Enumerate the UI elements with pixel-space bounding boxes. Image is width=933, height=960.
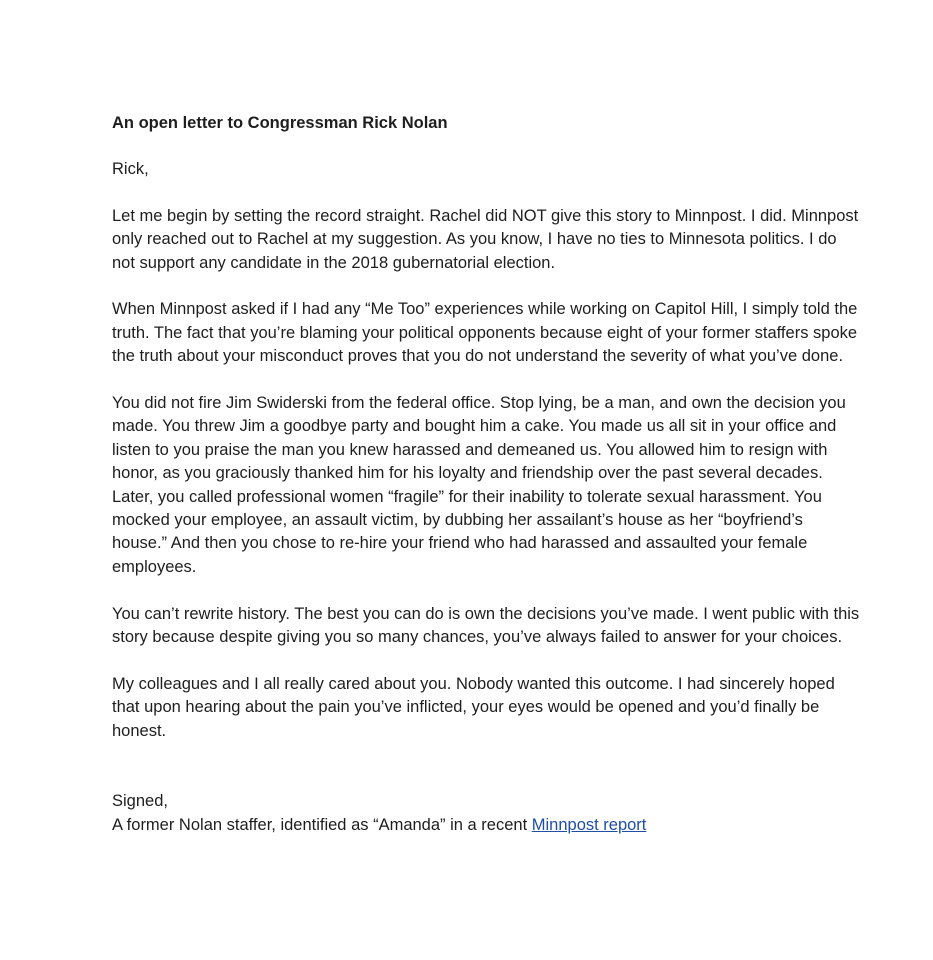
signed-label: Signed, (112, 792, 168, 811)
paragraph: When Minnpost asked if I had any “Me Too” experiences while working on Capitol Hill, I simply told the truth. The fact that you’re blaming your political opponents because eight of your former staffers spoke the truth about your misconduct proves that you do not understand the severity of what you’ve done. (112, 300, 858, 366)
paragraph: You did not fire Jim Swiderski from the federal office. Stop lying, be a man, and own the decision you made. You threw Jim a goodbye party and bought him a cake. You made us all sit in your office and listen to you praise the man you knew harassed and demeaned us. You allowed him to resign with honor, as you graciously thanked him for his loyalty and friendship over the past several decades. Later, you called professional women “fragile” for their inability to tolerate sexual harassment. You mocked your employee, an assault victim, by dubbing her assailant’s house as her “boyfriend’s house.” And then you chose to re-hire your friend who had harassed and assaulted your female employees. (112, 394, 846, 576)
paragraph: Let me begin by setting the record straight. Rachel did NOT give this story to Minnpost. I did. Minnpost only reached out to Rachel at my suggestion. As you know, I have no ties to Minnesota politics. I do not support any candidate in the 2018 gubernatorial election. (112, 206, 859, 272)
minnpost-report-link[interactable]: Minnpost report (531, 815, 647, 834)
paragraph: You can’t rewrite history. The best you can do is own the decisions you’ve made. I went public with this story because despite giving you so many chances, you’ve always failed to answer for your choices. (112, 604, 860, 647)
signature-line (112, 814, 862, 837)
signature-block (112, 790, 862, 837)
paragraph: My colleagues and I all really cared about you. Nobody wanted this outcome. I had sincerely hoped that upon hearing about the pain you’ve inflicted, your eyes would be opened and you’d finally be honest. (112, 674, 835, 740)
letter (112, 112, 862, 837)
letter-title: An open letter to Congressman Rick Nolan (112, 114, 448, 132)
salutation: Rick, (112, 160, 149, 179)
signature-text: A former Nolan staffer, identified as “Amanda” in a recent (112, 815, 532, 834)
